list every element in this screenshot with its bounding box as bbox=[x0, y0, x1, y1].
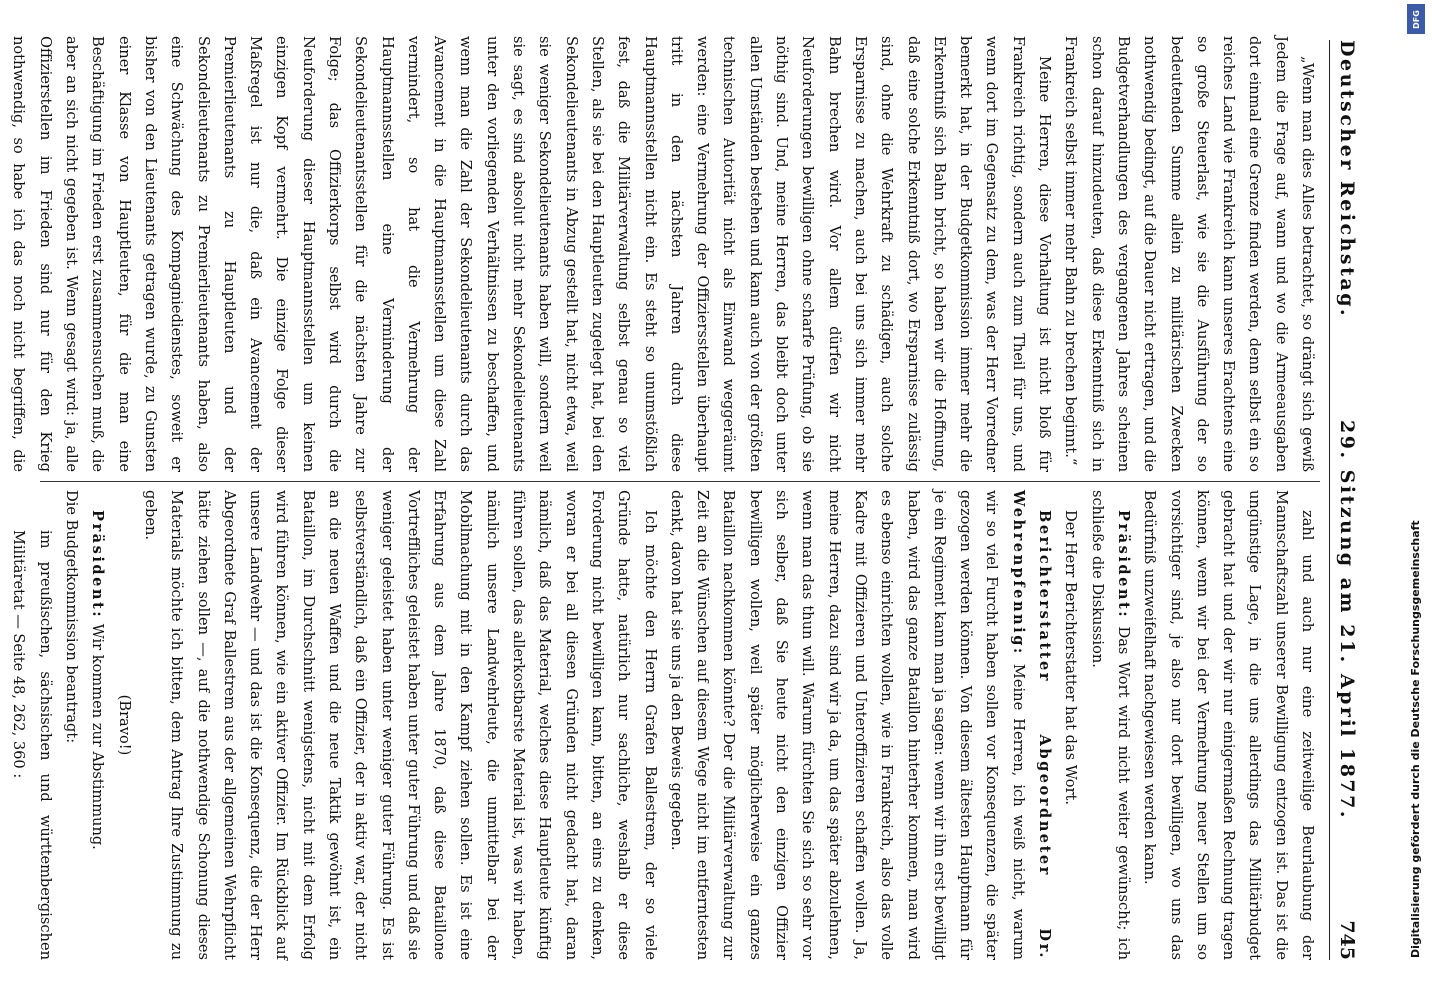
funding-sidebar bbox=[1405, 0, 1427, 1000]
column-divider bbox=[40, 481, 1320, 482]
header-session: 29. Sitzung am 21. April 1877. bbox=[1336, 420, 1358, 820]
paragraph: Meine Herren, diese Vorhaltung ist nicht bloß für Frankreich richtig, sondern auch zum Theil für uns, und wenn dort im Gegensatz zu dem, was der Herr Vorredner bemerkt hat, in der Budgetkommission immer mehr die Erkenntniß sich Bahn bricht, so haben wir die Hoffnung, daß eine solche Erkenntniß dort, wo Ersparnisse zulässig sind, ohne die Wehrkraft zu schädigen, auch solche Ersparnisse zu machen, auch bei uns sich immer mehr Bahn brechen wird. Vor allem dürfen wir nicht Neuforderungen bewilligen ohne scharfe Prüfung, ob sie nöthig sind. Und, meine Herren, das bleibt doch unter allen Umständen bestehen und kann auch von der größten technischen Autorität nicht als Einwand weggeräumt werden: eine Vermehrung der Offiziersstellen überhaupt tritt in den nächsten Jahren durch diese Hauptmannsstellen nicht ein. Es steht so unumstößlich fest, daß die Militärverwaltung selbst genau so viel Stellen, als sie bei den Hauptleuten zugelegt hat, bei den Sekondelieutenants in Abzug gestellt hat, nicht etwa, weil sie weniger Sekondelieutenants haben will, sondern weil sie sagt, es sind absolut nicht mehr Sekondelieutenants unter den vorliegenden Verhältnissen zu beschaffen, und wenn man die Zahl der Sekondelieutenants durch das Avancement in die Hauptmannsstellen um diese Zahl vermindert, so hat die Vermehrung der Hauptmannsstellen eine Verminderung der Sekondelieutenantsstellen für die nächsten Jahre zur Folge; das Offizierkorps selbst wird durch die Neuforderung dieser Hauptmannsstellen um keinen einzigen Kopf vermehrt. Die einzige Folge dieser Maßregel ist nur die, daß ein Avancement der Premierlieutenants zu Hauptleuten und der Sekondelieutenants zu Premierlieutenants haben, also eine Schwächung des Kompagniedienstes, soweit er bisher von den Lieutenants getragen wurde, zu Gunsten einer Klasse von Hauptleuten, für die man eine Beschäftigung im Frieden erst zusammensuchen muß, die aber an sich nicht gegeben ist. Wenn gesagt wird: ja, alle Offizierstellen im Frieden sind nur für den Krieg nothwendig, so habe ich das noch nicht begriffen, die bbox=[10, 36, 1054, 472]
paragraph-text: im preußischen, sächsischen und württembergischen Militäretat — Seite 48, 262, 360 : bbox=[10, 530, 54, 960]
paragraph-text: Wir kommen zur Abstimmung. bbox=[89, 623, 107, 850]
paragraph bbox=[1057, 490, 1083, 960]
paragraph-text: Meine Herren, ich weiß nicht, warum wir so viel Furcht haben sollen vor Konsequenzen, die später gezogen werden können. Von diesem ältesten Hauptmann für je ein Regiment kann man ja sagen: wenn wir ihn erst bewilligt haben, wird das ganze Bataillon hinterher kommen, man wird es ebenso einrichten wollen, wie in Frankreich, also das volle Kadre mit Offizieren und Unteroffizieren schaffen wollen. Ja, meine Herren, dazu sind wir ja da, um das später abzulehnen, wenn man das thun will. Warum fürchten Sie sich so sehr vor sich selber, daß Sie heute nicht den einzigen Offizier bewilligen wollen, weil später möglicherweise ein ganzes Bataillon nachkommen könnte? Der die Militärverwaltung zur Zeit an die Wünschen auf diesem Wege nicht im entferntesten denkt, davon hat sie uns ja den Beweis gegeben. bbox=[667, 490, 1027, 960]
motion-text bbox=[0, 490, 5, 960]
right-column bbox=[10, 490, 1320, 961]
dfg-logo: DFG bbox=[1407, 4, 1425, 34]
page-header bbox=[1329, 40, 1366, 960]
paragraph bbox=[58, 490, 84, 960]
paragraph: „Wenn man dies Alles betrachtet, so drängt sich gewiß Jedem die Frage auf, wann und wo die Armeeausgaben dort einmal eine Grenze finden werden, denn selbst ein so reiches Land wie Frankreich kann unseres Erachtens eine so große Steuerlast, wie sie die Ausführung der so bedeutenden Summe allein zu militärischen Zwecken nothwendig bedingt, auf die Dauer nicht ertragen, und die Budgetverhandlungen des vergangenen Jahres scheinen schon darauf hinzudeuten, daß diese Erkenntniß sich in Frankreich selbst immer mehr Bahn zu brechen beginnt.“ bbox=[1062, 36, 1316, 472]
stage-direction bbox=[110, 490, 136, 960]
motion-text bbox=[5, 490, 58, 960]
funding-note: Digitalisierung gefördert durch die Deutsche Forschungsgemeinschaft bbox=[1409, 520, 1422, 958]
paragraph bbox=[1083, 490, 1136, 960]
paragraph-text: (Bravo!) bbox=[115, 694, 133, 756]
speaker-name: Präsident: bbox=[89, 510, 107, 620]
speaker-name: Präsident: bbox=[1114, 510, 1132, 620]
speaker-name: Berichterstatter Abgeordneter Dr. Wehrenpfennig: bbox=[1009, 490, 1054, 960]
paragraph bbox=[137, 490, 663, 960]
paragraph-text: Der Herr Berichterstatter hat das Wort. bbox=[1062, 510, 1080, 806]
paragraph bbox=[84, 490, 110, 960]
paragraph-text: zahl und auch nur eine zeitweilige Beurlaubung der Mannschaftszahl unserer Bewilligung entzogen ist. Das ist die ungünstige Lage, in die uns allerdings das Militärbudget gebracht hat und der wir nur einigermaßen Rechnung tragen können, wenn wir bei der Vermehrung neuer Stellen um so vorsichtiger sind, je also nur dort bewilligen, wo uns das Bedürfniß unzweifelhaft nachgewiesen werden kann. bbox=[1141, 490, 1316, 960]
paragraph bbox=[663, 490, 1057, 960]
paragraph-text: Ich möchte den Herrn Grafen Ballestrem, der so viele Gründe hatte, natürlich nur sachliche, weshalb er diese Forderung nicht bewilligen kann, bitten, an eins zu denken, woran er bei all diesen Gründen nicht gedacht hat, daran nämlich, daß das Material, welches diese Hauptleute künftig führen sollen, das allerkostbarste Material ist, was wir haben, nämlich unsere Landwehrleute, die unmittelbar bei der Mobilmachung mit in den Kampf ziehen sollen. Es ist eine Erfahrung aus dem Jahre 1870, daß diese Bataillone Vortreffliches geleistet haben unter guter Führung und daß sie weniger geleistet haben unter weniger guter Führung. Es ist selbstverständlich, daß ein Offizier, der in aktiv war, der nicht an die neuen Waffen und die neue Taktik gewöhnt ist, ein Bataillon, im Durchschnitt wenigstens, nicht mit dem Erfolg wird führen können, wie ein aktiver Offizier. Im Rückblick auf unsere Landwehr — und das ist die Konsequenz, die der Herr Abgeordnete Graf Ballestrem aus der allgemeinen Wehrpflicht hätte ziehen sollen —, auf die nothwendige Schonung dieses Materials möchte ich bitten, dem Antrag Ihre Zustimmung zu geben. bbox=[141, 490, 659, 960]
left-column bbox=[10, 36, 1320, 472]
paragraph-text bbox=[0, 550, 1, 960]
paragraph bbox=[1136, 490, 1320, 960]
header-left: Deutscher Reichstag. bbox=[1336, 40, 1358, 319]
paragraph-text: Die Budgetkommission beantragt: bbox=[63, 490, 81, 744]
page-number: 745 bbox=[1336, 920, 1358, 960]
paragraph-text: Das Wort wird nicht weiter gewünscht; ich schließe die Diskussion. bbox=[1088, 490, 1132, 961]
